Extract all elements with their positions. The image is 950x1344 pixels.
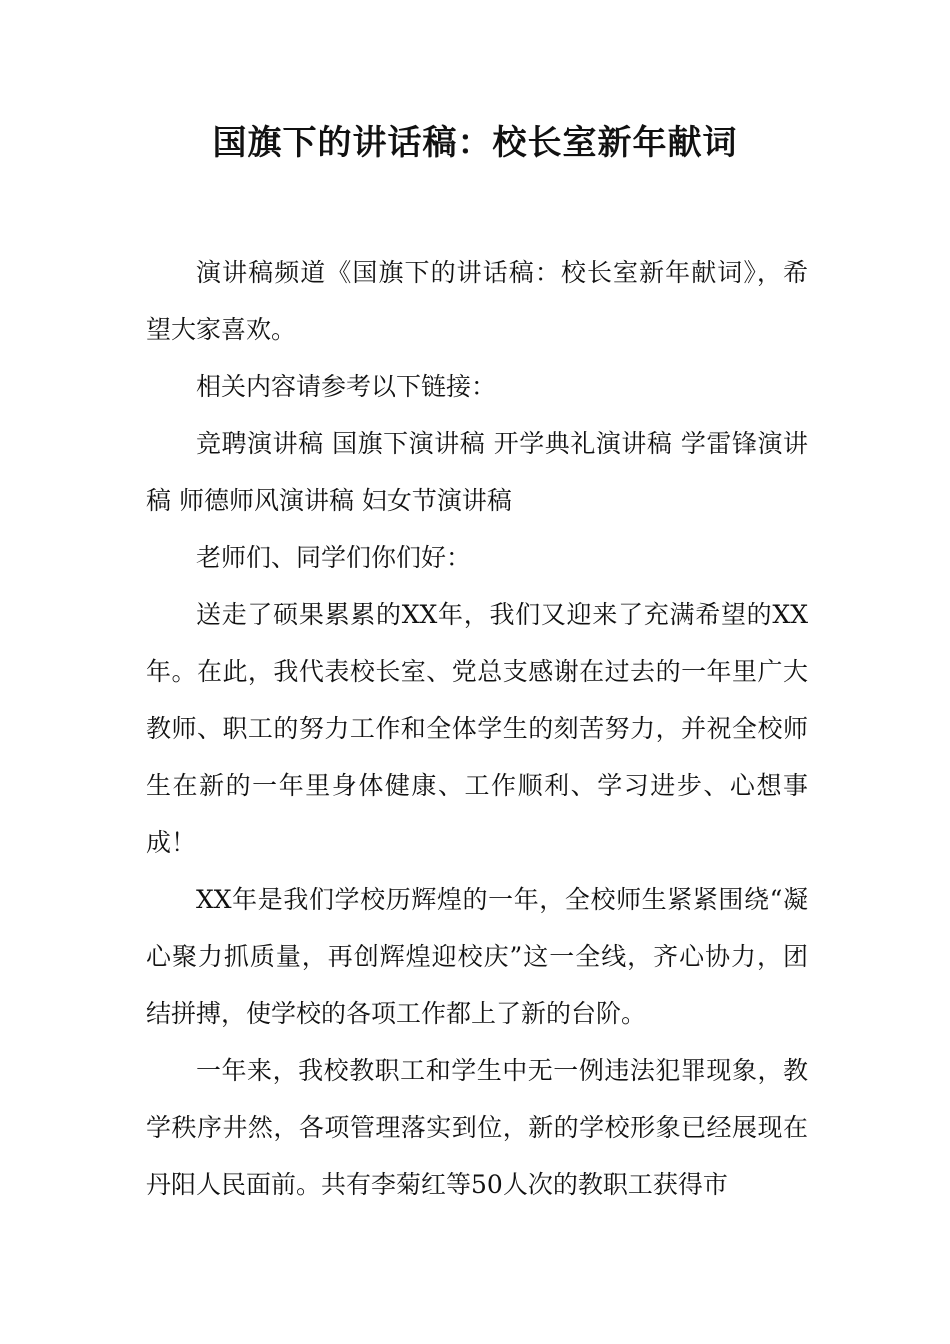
paragraph-intro: 演讲稿频道《国旗下的讲话稿：校长室新年献词》，希望大家喜欢。: [146, 258, 808, 344]
document-body: [146, 244, 808, 1213]
paragraph-related: 相关内容请参考以下链接：: [196, 372, 497, 401]
paragraph-achievement: XX年是我们学校历辉煌的一年，全校师生紧紧围绕“凝心聚力抓质量，再创辉煌迎校庆”这一全线，齐心协力，团结拼搏，使学校的各项工作都上了新的台阶。: [146, 885, 808, 1028]
paragraph-links: 竞聘演讲稿 国旗下演讲稿 开学典礼演讲稿 学雷锋演讲稿 师德师风演讲稿 妇女节演讲稿: [146, 429, 808, 515]
paragraph-new-year: 送走了硕果累累的XX年，我们又迎来了充满希望的XX年。在此，我代表校长室、党总支感谢在过去的一年里广大教师、职工的努力工作和全体学生的刻苦努力，并祝全校师生在新的一年里身体健康、工作顺利、学习进步、心想事成！: [146, 600, 808, 857]
paragraph-review: 一年来，我校教职工和学生中无一例违法犯罪现象，教学秩序井然，各项管理落实到位，新的学校形象已经展现在丹阳人民面前。共有李菊红等50人次的教职工获得市: [146, 1056, 808, 1199]
paragraph-greeting: 老师们、同学们你们好：: [196, 543, 472, 572]
document-title: 国旗下的讲话稿：校长室新年献词: [212, 123, 738, 163]
